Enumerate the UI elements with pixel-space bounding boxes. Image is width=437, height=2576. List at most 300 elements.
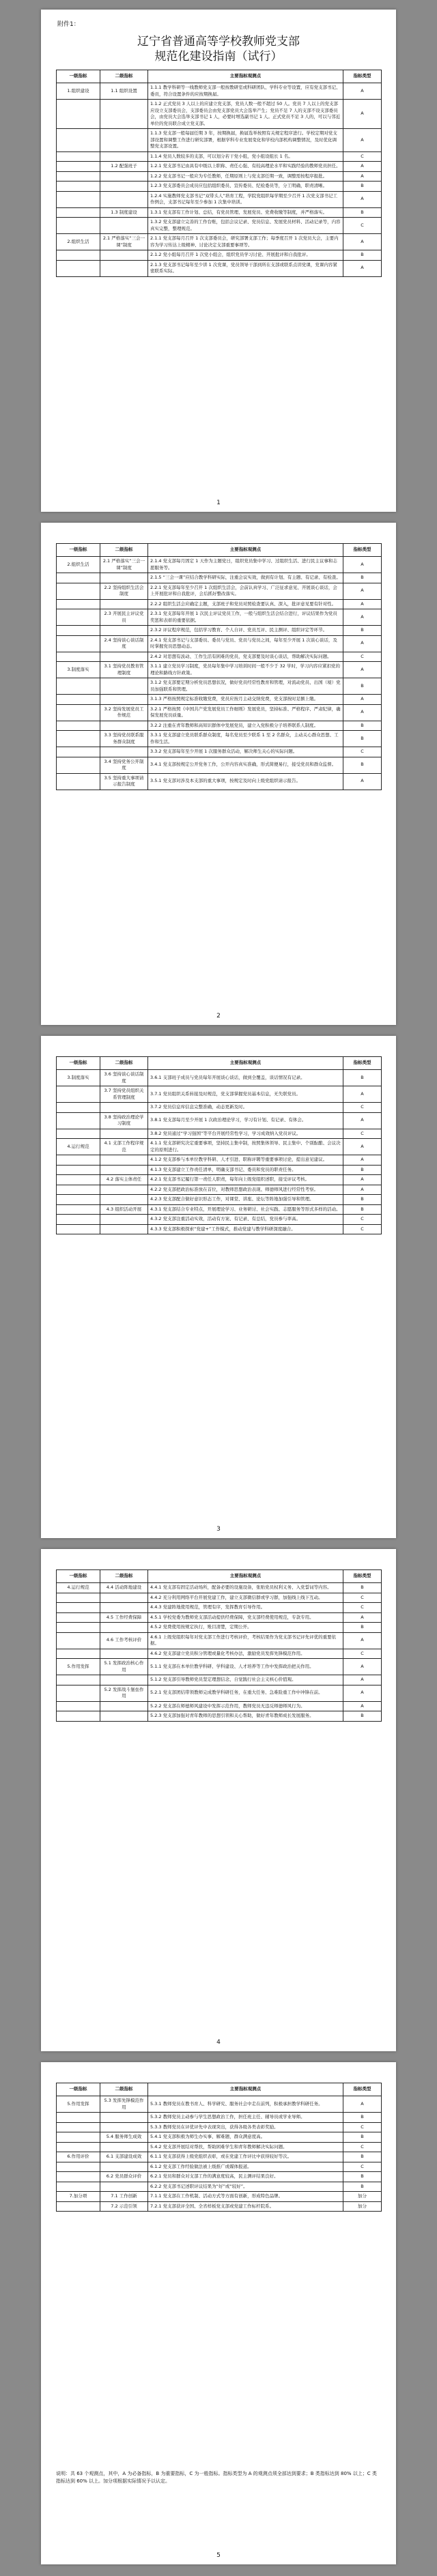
- secondary-indicator-cell: [100, 626, 148, 636]
- observation-point-cell: 5.4.1 党支部积极为师生办实事、解难题，群众满意度高。: [148, 2132, 343, 2143]
- column-header: 一级指标: [57, 1057, 100, 1070]
- secondary-indicator-cell: [100, 1215, 148, 1225]
- secondary-indicator-cell: [100, 695, 148, 705]
- observation-point-cell: 4.4.1 党支部有固定活动场所，配备必要的设施设备，张贴党员权利义务、入党誓词等内容。: [148, 1583, 343, 1593]
- table-row: [57, 250, 382, 261]
- observation-point-cell: 2.1.3 党支部书记每年至少讲 1 次党课，党员领导干部到所在支部或联系点讲党课，党课内容紧密联系实际。: [148, 260, 343, 276]
- observation-point-cell: 3.7.1 党员组织关系转接及时规范，党支部掌握党员基本信息，无失联党员。: [148, 1086, 343, 1103]
- page-number: 3: [216, 1526, 221, 1533]
- table-row: [57, 1070, 382, 1086]
- column-header: 指标类型: [343, 2083, 382, 2096]
- primary-indicator-cell: 3.制度落实: [57, 662, 100, 678]
- table-row: [57, 773, 382, 790]
- observation-point-cell: 4.1.1 党支部研究决定重要事项，坚持民主集中制，按照集体领导、民主集中、个别酝酿、会议决定的原则进行。: [148, 1139, 343, 1155]
- indicator-type-cell: B: [343, 1165, 382, 1175]
- indicator-type-cell: A: [343, 100, 382, 129]
- table-row: [57, 557, 382, 573]
- table-row: [57, 1675, 382, 1685]
- observation-point-cell: 6.1.1 党支部获得上级党组织表彰，或在党建工作评比中获得较好等次。: [148, 2152, 343, 2162]
- indicator-type-cell: C: [343, 1593, 382, 1603]
- primary-indicator-cell: 5.作用发挥: [57, 2096, 100, 2113]
- indicator-type-cell: A: [343, 599, 382, 609]
- secondary-indicator-cell: [100, 1603, 148, 1613]
- table-row: [57, 1593, 382, 1603]
- primary-indicator-cell: [57, 757, 100, 773]
- table-row: [57, 2122, 382, 2132]
- primary-indicator-cell: [57, 151, 100, 162]
- observation-point-cell: 5.1.1 党支部在本单位教学科研、学科建设、人才培养等工作中发挥政治把关作用。: [148, 1659, 343, 1675]
- secondary-indicator-cell: 3.7 坚持党员组织关系管理制度: [100, 1086, 148, 1103]
- indicator-type-cell: A: [343, 1659, 382, 1675]
- secondary-indicator-cell: [100, 1155, 148, 1166]
- indicator-type-cell: A: [343, 1086, 382, 1103]
- secondary-indicator-cell: 2.4 坚持谈心谈话制度: [100, 635, 148, 652]
- primary-indicator-cell: [57, 583, 100, 599]
- table-row: [57, 2201, 382, 2212]
- indicator-type-cell: 加分: [343, 2192, 382, 2202]
- secondary-indicator-cell: [100, 1593, 148, 1603]
- column-header: 主要指标观测点: [148, 2083, 343, 2096]
- indicator-type-cell: A: [343, 191, 382, 207]
- indicator-type-cell: A: [343, 129, 382, 152]
- page-number: 1: [216, 500, 221, 506]
- primary-indicator-cell: [57, 2122, 100, 2132]
- indicator-type-cell: A: [343, 1632, 382, 1649]
- observation-point-cell: 4.5.2 党费使用按规定执行，账目清楚，定期公开。: [148, 1623, 343, 1633]
- observation-point-cell: 5.2.1 党支部团结带领教师完成教学科研任务，在重大任务、急难险重工作中冲锋在前。: [148, 1685, 343, 1701]
- table-row: [57, 182, 382, 192]
- observation-point-cell: 5.3.1 教师党员在教书育人、科学研究、服务社会中走在前列，积极承担教学科研任务。: [148, 2096, 343, 2113]
- column-header: 一级指标: [57, 1570, 100, 1583]
- primary-indicator-cell: [57, 635, 100, 652]
- secondary-indicator-cell: 7.2 示范引领: [100, 2201, 148, 2212]
- indicator-type-cell: B: [343, 182, 382, 192]
- secondary-indicator-cell: 4.3 组织活动开展: [100, 1204, 148, 1215]
- primary-indicator-cell: [57, 129, 100, 152]
- column-header: 指标类型: [343, 70, 382, 83]
- primary-indicator-cell: 6.作用评价: [57, 2152, 100, 2162]
- indicator-type-cell: A: [343, 1675, 382, 1685]
- observation-point-cell: 4.6.1 上级党组织每年对党支部工作进行考核评价，考核结果作为党支部书记评先评优的重要依据。: [148, 1632, 343, 1649]
- primary-indicator-cell: [57, 1195, 100, 1205]
- secondary-indicator-cell: [100, 678, 148, 695]
- secondary-indicator-cell: [100, 1129, 148, 1139]
- indicator-type-cell: C: [343, 747, 382, 757]
- observation-point-cell: 7.2.1 党支部获评全国、全省样板党支部或党建工作标杆院系。: [148, 2201, 343, 2212]
- secondary-indicator-cell: [100, 250, 148, 261]
- secondary-indicator-cell: 3.8 坚持政治理论学习制度: [100, 1112, 148, 1129]
- primary-indicator-cell: 4.运行规范: [57, 1583, 100, 1593]
- table-row: [57, 1155, 382, 1166]
- observation-point-cell: 6.2.1 党员和群众对支部工作的满意度较高，民主测评结果良好。: [148, 2172, 343, 2182]
- secondary-indicator-cell: [100, 1711, 148, 1722]
- table-row: [57, 2096, 382, 2113]
- primary-indicator-cell: [57, 747, 100, 757]
- secondary-indicator-cell: [100, 747, 148, 757]
- table-header-row: [57, 544, 382, 557]
- indicator-type-cell: B: [343, 2182, 382, 2192]
- indicator-type-cell: C: [343, 1224, 382, 1234]
- indicator-type-cell: B: [343, 1583, 382, 1593]
- indicator-type-cell: C: [343, 1215, 382, 1225]
- observation-point-cell: 3.1.2 党支部要定期分析党员思想状况，做好党员经常性教育和管理，对流动党员、出国（境）党员加强联系和管理。: [148, 678, 343, 695]
- column-header: 指标类型: [343, 544, 382, 557]
- column-header: 指标类型: [343, 1570, 382, 1583]
- document-title-line-2: 规范化建设指南（试行）: [154, 50, 283, 63]
- secondary-indicator-cell: [100, 151, 148, 162]
- primary-indicator-cell: [57, 1215, 100, 1225]
- table-row: [57, 1603, 382, 1613]
- guideline-table-4: [56, 1569, 382, 1722]
- table-row: [57, 1224, 382, 1234]
- table-row: [57, 1195, 382, 1205]
- observation-point-cell: 1.2.1 党支部书记由具有中级以上职称、责任心强、有较高理论水平和实践经验的教师党员担任。: [148, 162, 343, 172]
- table-row: [57, 1659, 382, 1675]
- table-row: [57, 731, 382, 747]
- indicator-type-cell: A: [343, 609, 382, 626]
- indicator-type-cell: C: [343, 218, 382, 234]
- indicator-type-cell: A: [343, 557, 382, 573]
- secondary-indicator-cell: 6.1 支部建设成效: [100, 2152, 148, 2162]
- guideline-table-2: [56, 543, 382, 790]
- table-row: [57, 2132, 382, 2143]
- table-row: [57, 1086, 382, 1103]
- document-title: [41, 34, 396, 64]
- indicator-type-cell: A: [343, 260, 382, 276]
- primary-indicator-cell: [57, 1632, 100, 1649]
- table-row: [57, 1711, 382, 1722]
- primary-indicator-cell: 2.组织生活: [57, 557, 100, 573]
- secondary-indicator-cell: [100, 129, 148, 152]
- table-row: [57, 1612, 382, 1623]
- observation-point-cell: 5.4.2 党支部开展结对帮扶，帮助困难学生和青年教师解决实际问题。: [148, 2142, 343, 2152]
- observation-point-cell: 3.8.2 党员通过“学习强国”等平台开展经常性学习，学习成效纳入党员评议。: [148, 1129, 343, 1139]
- primary-indicator-cell: [57, 1086, 100, 1103]
- table-row: [57, 678, 382, 695]
- indicator-type-cell: A: [343, 162, 382, 172]
- table-row: [57, 1112, 382, 1129]
- table-row: [57, 1685, 382, 1701]
- indicator-type-cell: C: [343, 1129, 382, 1139]
- secondary-indicator-cell: 5.4 服务师生成效: [100, 2132, 148, 2143]
- secondary-indicator-cell: 4.2 落实主体责任: [100, 1175, 148, 1185]
- secondary-indicator-cell: [100, 721, 148, 731]
- secondary-indicator-cell: [100, 182, 148, 192]
- observation-point-cell: 1.1.3 党支部一般每届任期 3 年，按期换届，换届选举按照有关规定程序进行。学校定期对党支部设置和调整工作进行研究部署，根据学科专业发展变化和学校内部机构调整情况，及时优化调整党支部设置。: [148, 129, 343, 152]
- document-title-line-1: 辽宁省普通高等学校教师党支部: [137, 35, 300, 48]
- observation-point-cell: 7.1.1 党支部在工作机制、活动方式等方面有创新，形成特色品牌。: [148, 2192, 343, 2202]
- primary-indicator-cell: [57, 2201, 100, 2212]
- secondary-indicator-cell: [100, 573, 148, 583]
- table-row: [57, 1701, 382, 1711]
- secondary-indicator-cell: [100, 1675, 148, 1685]
- primary-indicator-cell: [57, 1155, 100, 1166]
- table-row: [57, 704, 382, 721]
- secondary-indicator-cell: [100, 1195, 148, 1205]
- indicator-type-cell: C: [343, 2122, 382, 2132]
- table-row: [57, 2142, 382, 2152]
- table-row: [57, 1103, 382, 1113]
- primary-indicator-cell: [57, 1603, 100, 1613]
- indicator-type-cell: A: [343, 171, 382, 182]
- table-row: [57, 129, 382, 152]
- indicator-type-cell: B: [343, 757, 382, 773]
- table-row: [57, 234, 382, 250]
- indicator-type-cell: A: [343, 662, 382, 678]
- indicator-type-cell: A: [343, 583, 382, 599]
- observation-point-cell: 3.6.1 支部班子成员与党员每年开展谈心谈话，做到全覆盖，谈话情况有记录。: [148, 1070, 343, 1086]
- indicator-type-cell: A: [343, 1139, 382, 1155]
- indicator-type-cell: A: [343, 1175, 382, 1185]
- observation-point-cell: 2.1.1 党支部每月召开 1 次支部委员会，研究部署支部工作；每季度召开 1 次党员大会，主要内容为学习传达上级精神、讨论决定支部重要事项等。: [148, 234, 343, 250]
- table-header-row: [57, 1057, 382, 1070]
- table-row: [57, 573, 382, 583]
- secondary-indicator-cell: 1.3 制度建设: [100, 207, 148, 218]
- secondary-indicator-cell: [100, 1165, 148, 1175]
- observation-point-cell: 2.2.1 党支部每年至少召开 1 次组织生活会，会前认真学习、广泛征求意见、开展谈心谈话，会上开展批评和自我批评，会后抓好整改落实。: [148, 583, 343, 599]
- observation-point-cell: 3.2.1 严格按照《中国共产党发展党员工作细则》发展党员，坚持标准、严格程序、严肃纪律，确保发展党员质量。: [148, 704, 343, 721]
- primary-indicator-cell: [57, 1129, 100, 1139]
- secondary-indicator-cell: [100, 2162, 148, 2172]
- table-row: [57, 2192, 382, 2202]
- secondary-indicator-cell: 6.2 党员群众评价: [100, 2172, 148, 2182]
- table-row: [57, 1139, 382, 1155]
- primary-indicator-cell: [57, 1165, 100, 1175]
- indicator-type-cell: B: [343, 1711, 382, 1722]
- primary-indicator-cell: [57, 599, 100, 609]
- indicator-type-cell: B: [343, 1070, 382, 1086]
- observation-point-cell: 3.3.2 党支部每年至少开展 1 次服务群众活动，解决师生关心的实际问题。: [148, 747, 343, 757]
- table-row: [57, 171, 382, 182]
- primary-indicator-cell: [57, 609, 100, 626]
- table-row: [57, 2172, 382, 2182]
- primary-indicator-cell: [57, 1701, 100, 1711]
- observation-point-cell: 3.7.2 党员信息库信息完整准确，动态更新及时。: [148, 1103, 343, 1113]
- primary-indicator-cell: [57, 704, 100, 721]
- observation-point-cell: 3.5.1 党支部对涉及本支部的重大事项，按规定及时向上级党组织请示报告。: [148, 773, 343, 790]
- primary-indicator-cell: [57, 773, 100, 790]
- secondary-indicator-cell: 5.2 发挥战斗堡垒作用: [100, 1685, 148, 1701]
- primary-indicator-cell: 1.组织建设: [57, 83, 100, 100]
- indicator-type-cell: A: [343, 1112, 382, 1129]
- secondary-indicator-cell: 2.1 严格落实“三会一课”制度: [100, 557, 148, 573]
- indicator-type-cell: A: [343, 234, 382, 250]
- secondary-indicator-cell: 5.3 发挥先锋模范作用: [100, 2096, 148, 2113]
- observation-point-cell: 4.1.2 党支部参与本单位教学科研、人才引进、职称评聘等重要事项讨论，提出意见建议。: [148, 1155, 343, 1166]
- indicator-type-cell: A: [343, 1685, 382, 1701]
- table-row: [57, 1632, 382, 1649]
- indicator-type-cell: C: [343, 151, 382, 162]
- primary-indicator-cell: [57, 721, 100, 731]
- table-footnote: 说明：共 63 个观测点，其中，A 为必备指标，B 为重要指标，C 为一般指标。指标类型为 A 的观测点须全部达到要求；B 类指标达到 80% 以上；C 类指标达到 60% 以上。加分项根据实际情况予以认定。: [56, 2471, 377, 2484]
- indicator-type-cell: B: [343, 207, 382, 218]
- table-header-row: [57, 70, 382, 83]
- observation-point-cell: 3.4.1 党支部按规定公开党务工作，公开内容真实准确，形式简便易行，接受党员和群众监督。: [148, 757, 343, 773]
- primary-indicator-cell: [57, 1593, 100, 1603]
- indicator-type-cell: B: [343, 678, 382, 695]
- observation-point-cell: 1.3.1 党支部有工作计划、总结，有党员管理、发展党员、党费收缴等制度，并严格落实。: [148, 207, 343, 218]
- observation-point-cell: 5.3.3 教师党员在评优评先中表现突出，获得各级各类表彰奖励。: [148, 2122, 343, 2132]
- indicator-type-cell: A: [343, 704, 382, 721]
- table-row: [57, 1215, 382, 1225]
- primary-indicator-cell: [57, 1103, 100, 1113]
- column-header: 一级指标: [57, 2083, 100, 2096]
- indicator-type-cell: C: [343, 2162, 382, 2172]
- document-page-5: [41, 2062, 396, 2564]
- observation-point-cell: 2.4.2 对思想有波动、工作生活有困难的党员，党支部要及时谈心谈话，帮助解决实际问题。: [148, 652, 343, 662]
- table-row: [57, 1204, 382, 1215]
- observation-point-cell: 1.2.2 党支部书记一般应为专任教师，任期原则上与党支部任期一致，调整需按程序报批。: [148, 171, 343, 182]
- observation-point-cell: 3.8.1 党支部每月至少开展 1 次政治理论学习，学习有计划、有记录、有体会。: [148, 1112, 343, 1129]
- secondary-indicator-cell: 2.1 严格落实“三会一课”制度: [100, 234, 148, 250]
- document-page-2: [41, 523, 396, 1025]
- observation-point-cell: 1.3.2 党支部建立完善的工作台账，包括会议记录、党员信息、发展党员材料、活动记录等，内容真实完整，整理规范。: [148, 218, 343, 234]
- indicator-type-cell: A: [343, 1701, 382, 1711]
- page-number: 4: [216, 2039, 221, 2046]
- secondary-indicator-cell: 2.2 坚持组织生活会制度: [100, 583, 148, 599]
- indicator-type-cell: B: [343, 626, 382, 636]
- indicator-type-cell: B: [343, 2113, 382, 2123]
- table-row: [57, 2182, 382, 2192]
- primary-indicator-cell: [57, 2162, 100, 2172]
- indicator-type-cell: A: [343, 1155, 382, 1166]
- primary-indicator-cell: [57, 1711, 100, 1722]
- secondary-indicator-cell: 3.5 坚持重大事项请示报告制度: [100, 773, 148, 790]
- table-row: [57, 218, 382, 234]
- primary-indicator-cell: [57, 2142, 100, 2152]
- primary-indicator-cell: 3.制度落实: [57, 1070, 100, 1086]
- indicator-type-cell: C: [343, 1603, 382, 1613]
- column-header: 二级指标: [100, 544, 148, 557]
- primary-indicator-cell: [57, 218, 100, 234]
- primary-indicator-cell: [57, 1675, 100, 1685]
- column-header: 主要指标观测点: [148, 544, 343, 557]
- table-row: [57, 721, 382, 731]
- observation-point-cell: 5.1.2 党支部引导教师党员坚定理想信念，自觉践行社会主义核心价值观。: [148, 1675, 343, 1685]
- observation-point-cell: 2.3.2 评议程序规范，包括学习教育、个人自评、党员互评、民主测评、组织评定等环节。: [148, 626, 343, 636]
- primary-indicator-cell: [57, 100, 100, 129]
- secondary-indicator-cell: [100, 1103, 148, 1113]
- primary-indicator-cell: [57, 1175, 100, 1185]
- observation-point-cell: 4.2.2 党支部把政治标准放在首位，对教师思想政治表现、师德师风进行经常性考察。: [148, 1185, 343, 1195]
- observation-point-cell: 4.4.2 充分利用网络平台开展党建工作，建立支部微信群或学习群，加强线上线下互动。: [148, 1593, 343, 1603]
- indicator-type-cell: B: [343, 250, 382, 261]
- primary-indicator-cell: [57, 678, 100, 695]
- primary-indicator-cell: [57, 1112, 100, 1129]
- secondary-indicator-cell: [100, 1224, 148, 1234]
- primary-indicator-cell: [57, 626, 100, 636]
- column-header: 一级指标: [57, 70, 100, 83]
- secondary-indicator-cell: [100, 652, 148, 662]
- table-row: [57, 599, 382, 609]
- indicator-type-cell: B: [343, 721, 382, 731]
- column-header: 主要指标观测点: [148, 70, 343, 83]
- secondary-indicator-cell: [100, 100, 148, 129]
- primary-indicator-cell: [57, 2172, 100, 2182]
- observation-point-cell: 2.1.5 “三会一课”应结合教学科研实际，注重会议实效，做到有计划、有主题、有记录、有检查。: [148, 573, 343, 583]
- column-header: 指标类型: [343, 1057, 382, 1070]
- primary-indicator-cell: [57, 652, 100, 662]
- primary-indicator-cell: [57, 1612, 100, 1623]
- secondary-indicator-cell: [100, 2122, 148, 2132]
- secondary-indicator-cell: 4.5 工作经费保障: [100, 1612, 148, 1623]
- observation-point-cell: 5.2.2 党支部在师德师风建设中发挥示范作用，教师党员无违反师德师风行为。: [148, 1701, 343, 1711]
- document-page-1: [41, 10, 396, 512]
- table-row: [57, 583, 382, 599]
- observation-point-cell: 6.1.2 党支部工作经验做法被上级推广或媒体报道。: [148, 2162, 343, 2172]
- primary-indicator-cell: [57, 2132, 100, 2143]
- indicator-type-cell: B: [343, 2172, 382, 2182]
- primary-indicator-cell: [57, 2182, 100, 2192]
- column-header: 二级指标: [100, 1570, 148, 1583]
- indicator-type-cell: A: [343, 695, 382, 705]
- primary-indicator-cell: [57, 1185, 100, 1195]
- document-page-3: [41, 1036, 396, 1538]
- primary-indicator-cell: [57, 1623, 100, 1633]
- secondary-indicator-cell: 3.2 坚持发展党员工作规范: [100, 704, 148, 721]
- guideline-table-3: [56, 1056, 382, 1234]
- indicator-type-cell: B: [343, 1195, 382, 1205]
- primary-indicator-cell: [57, 731, 100, 747]
- table-row: [57, 83, 382, 100]
- secondary-indicator-cell: [100, 2182, 148, 2192]
- secondary-indicator-cell: [100, 1649, 148, 1659]
- secondary-indicator-cell: [100, 171, 148, 182]
- primary-indicator-cell: [57, 1649, 100, 1659]
- observation-point-cell: 1.2.4 实施教师党支部书记“双带头人”培育工程，学院党组织每学期至少召开 1 次党支部书记工作例会，支部书记每年至少参加 1 次集中培训。: [148, 191, 343, 207]
- observation-point-cell: 1.1.2 正式党员 3 人以上的应建立党支部，党员人数一般不超过 50 人。党员 7 人以上的党支部应设立支部委员会，支部委员会由党支部党员大会选举产生；党员不足 7 人的支部不设支部委员会，由党员大会选举支部书记 1 人，必要时增选副书记 1 人。正式党员不足 3 人的，可以与邻近单位的党员联合成立党支部。: [148, 100, 343, 129]
- primary-indicator-cell: [57, 695, 100, 705]
- column-header: 主要指标观测点: [148, 1570, 343, 1583]
- indicator-type-cell: A: [343, 635, 382, 652]
- table-header-row: [57, 2083, 382, 2096]
- observation-point-cell: 2.3.1 党支部每年开展 1 次民主评议党员工作，一般与组织生活会结合进行，评议结果作为党员奖惩和表彰的重要依据。: [148, 609, 343, 626]
- table-row: [57, 662, 382, 678]
- page-number: 2: [216, 1013, 221, 1019]
- table-row: [57, 757, 382, 773]
- table-row: [57, 162, 382, 172]
- secondary-indicator-cell: [100, 1185, 148, 1195]
- table-row: [57, 2162, 382, 2172]
- primary-indicator-cell: [57, 1204, 100, 1215]
- observation-point-cell: 6.2.2 党支部书记述职评议结果为“好”或“较好”。: [148, 2182, 343, 2192]
- secondary-indicator-cell: 4.1 支部工作程序规范: [100, 1139, 148, 1155]
- primary-indicator-cell: [57, 182, 100, 192]
- primary-indicator-cell: [57, 1224, 100, 1234]
- secondary-indicator-cell: 4.4 活动阵地建设: [100, 1583, 148, 1593]
- secondary-indicator-cell: 3.6 坚持谈心谈话制度: [100, 1070, 148, 1086]
- table-row: [57, 747, 382, 757]
- observation-point-cell: 4.2.3 党支部配合做好意识形态工作，对课堂、讲座、论坛等阵地加强引导和管理。: [148, 1195, 343, 1205]
- secondary-indicator-cell: [100, 191, 148, 207]
- secondary-indicator-cell: [100, 1701, 148, 1711]
- document-page-4: [41, 1549, 396, 2051]
- primary-indicator-cell: [57, 207, 100, 218]
- primary-indicator-cell: [57, 162, 100, 172]
- table-row: [57, 1185, 382, 1195]
- table-row: [57, 191, 382, 207]
- observation-point-cell: 4.3.2 党支部注重活动实效，活动有方案、有记录、有总结，党员参与率高。: [148, 1215, 343, 1225]
- secondary-indicator-cell: 7.1 工作创新: [100, 2192, 148, 2202]
- table-row: [57, 207, 382, 218]
- secondary-indicator-cell: 1.2 配强班子: [100, 162, 148, 172]
- observation-point-cell: 1.1.4 党员人数较多的支部，可以划分若干党小组，党小组设组长 1 名。: [148, 151, 343, 162]
- observation-point-cell: 4.5.1 学校党委为教师党支部活动提供经费保障，党支部经费使用规范，专款专用。: [148, 1612, 343, 1623]
- observation-point-cell: 5.2.3 党支部加强对青年教师的思想引领和关心帮助，做好青年教师成长发展服务。: [148, 1711, 343, 1722]
- table-row: [57, 2152, 382, 2162]
- observation-point-cell: 2.2.2 组织生活会应确定主题，支部班子和党员对照检查要认真、深入，批评意见要有针对性。: [148, 599, 343, 609]
- primary-indicator-cell: [57, 2113, 100, 2123]
